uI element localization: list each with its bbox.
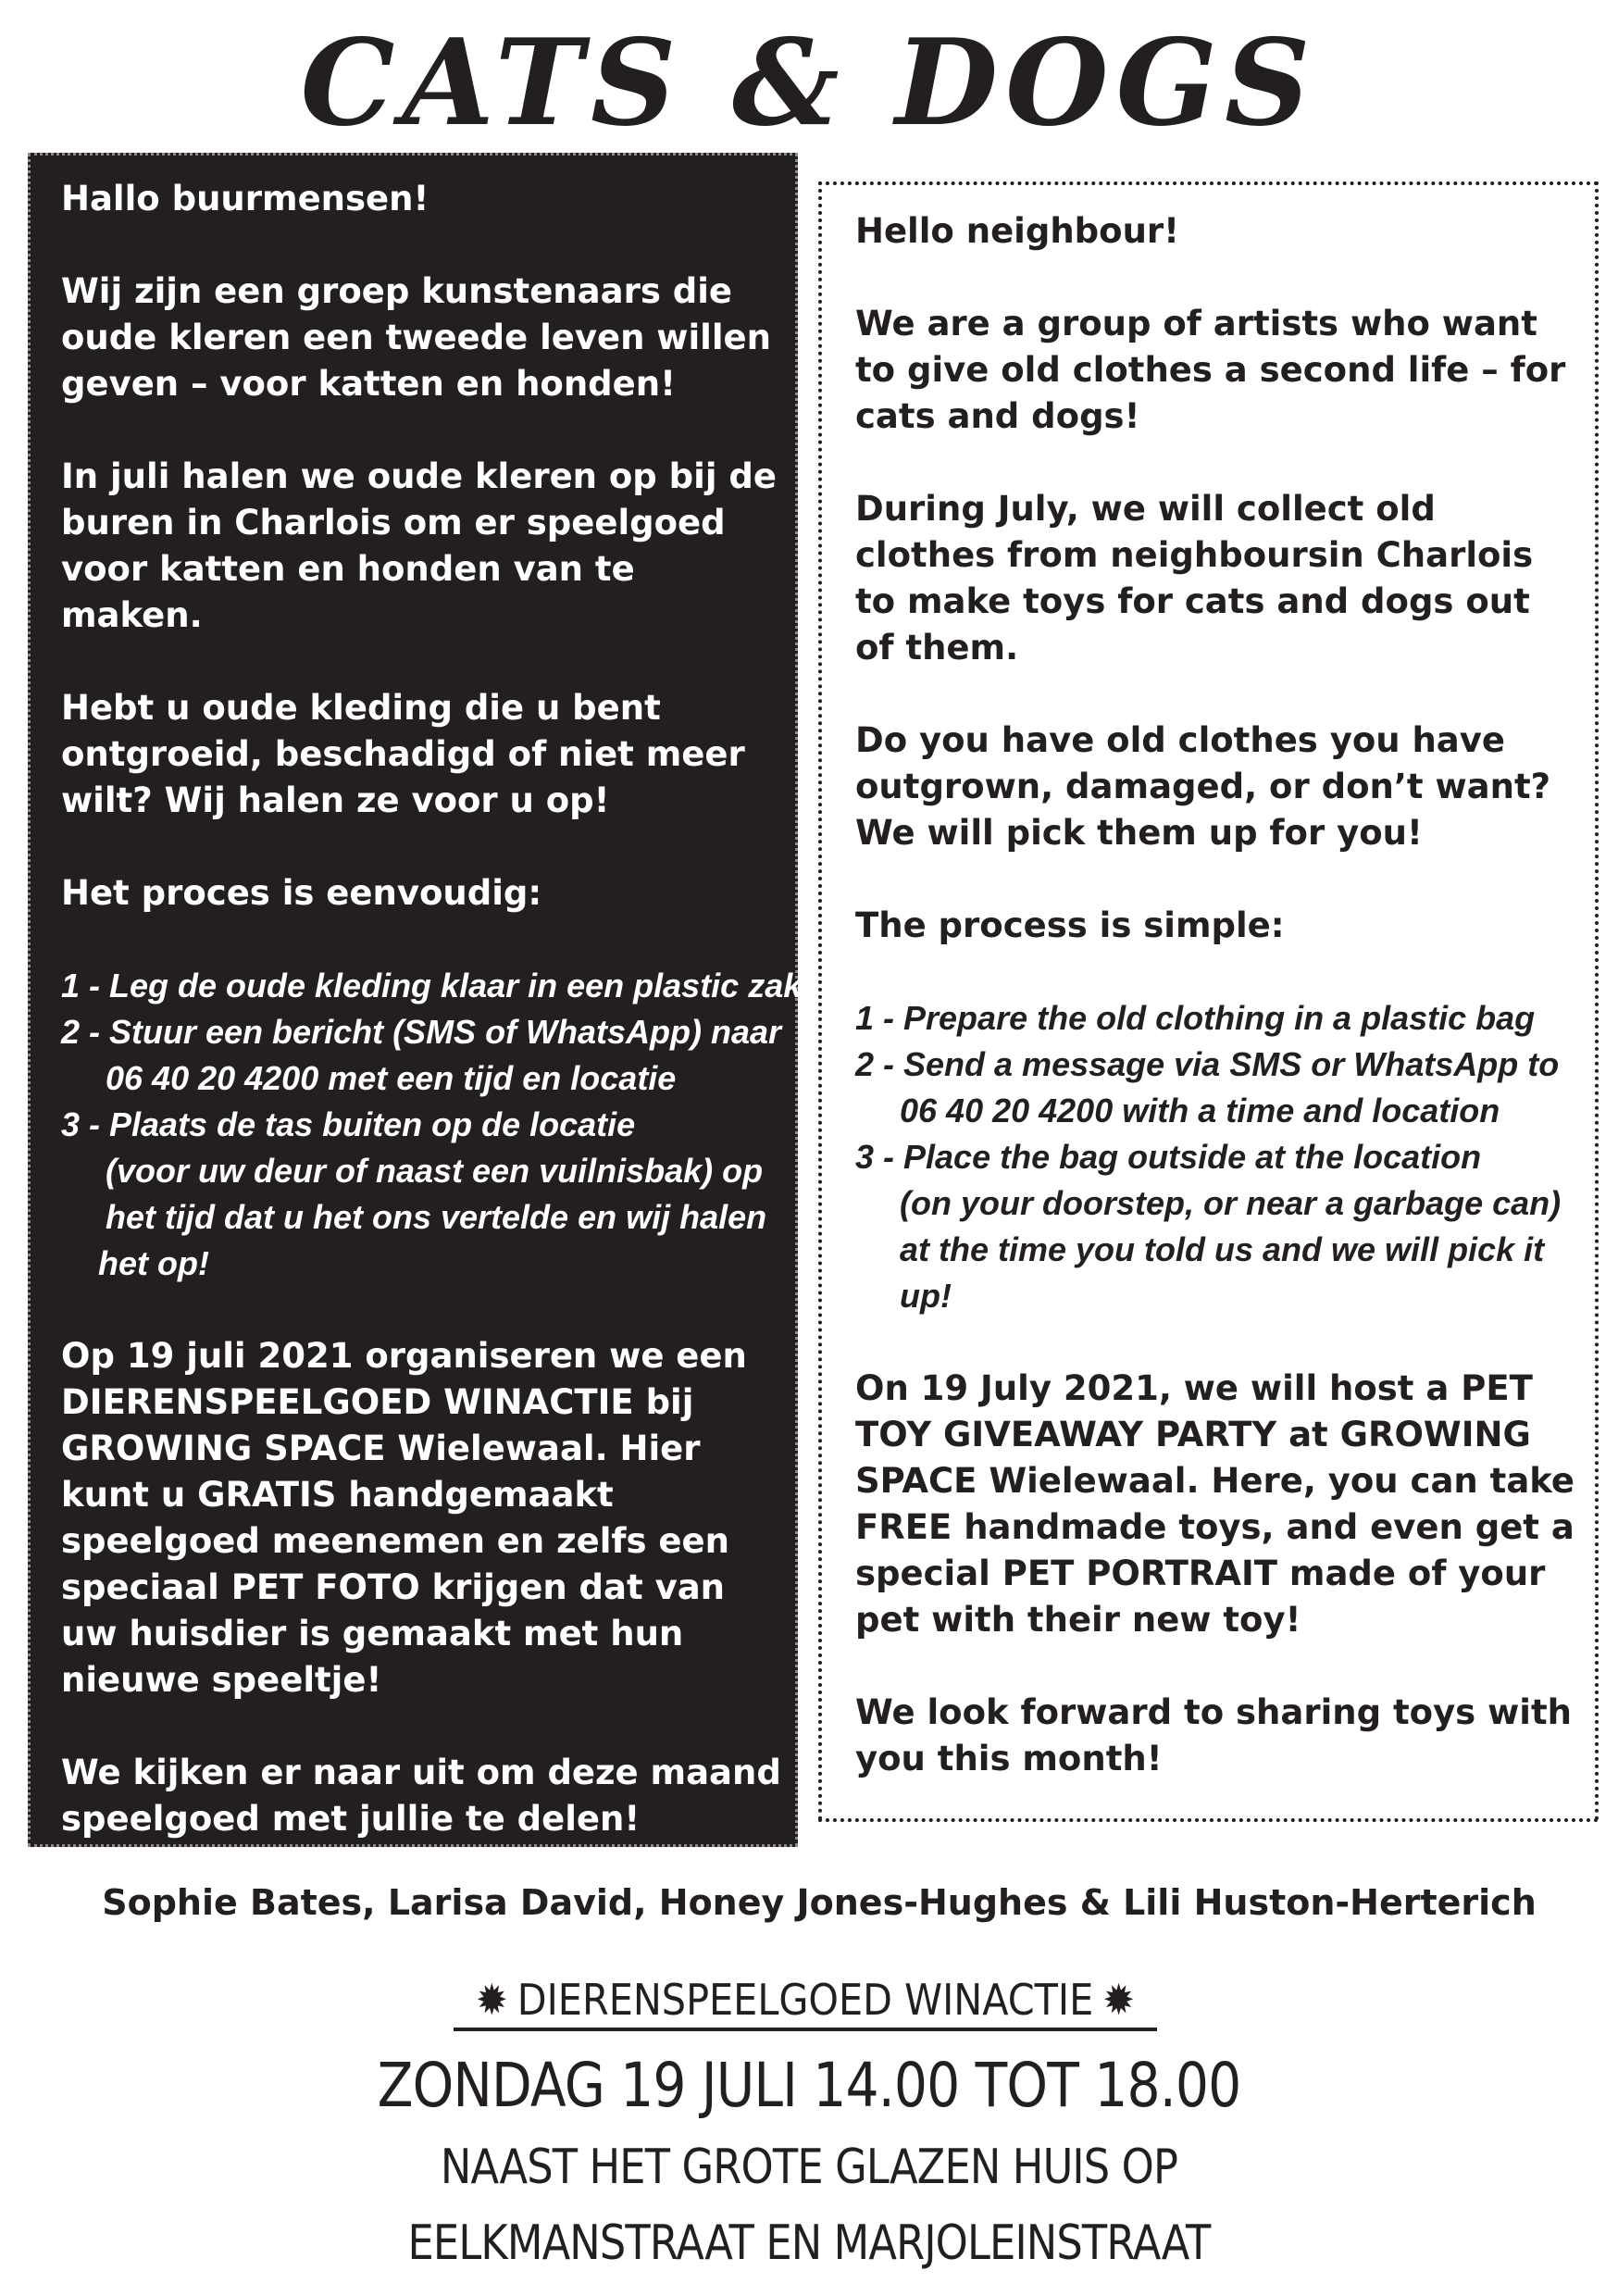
dutch-greeting: Hallo buurmensen!	[61, 179, 429, 218]
english-step-3-cont-1: (on your doorstep, or near a garbage can)	[900, 1184, 1562, 1222]
english-step-2-cont: 06 40 20 4200 with a time and location	[900, 1092, 1500, 1129]
dutch-question: Hebt u oude kleding die u bent ontgroeid, beschadigd of niet meer wilt? Wij halen ze voor u op!	[61, 688, 745, 820]
event-heading	[454, 1972, 1157, 2031]
dutch-process-heading: Het proces is eenvoudig:	[61, 873, 542, 913]
event-location	[113, 2129, 1504, 2281]
dutch-text	[61, 176, 803, 1889]
english-steps	[855, 995, 1577, 1319]
event-heading-text: DIERENSPEELGOED WINACTIE	[517, 1975, 1094, 2025]
english-question: Do you have old clothes you have outgrown, damaged, or don’t want? We will pick them up for you!	[855, 720, 1551, 853]
english-intro: We are a group of artists who want to give old clothes a second life – for cats and dogs!	[855, 304, 1566, 436]
sunburst-icon: ✹	[1102, 1975, 1135, 2025]
dutch-step-2: 2 - Stuur een bericht (SMS of WhatsApp) naar	[61, 1013, 782, 1051]
dutch-intro: Wij zijn een groep kunstenaars die oude kleren een tweede leven willen geven – voor katten en honden!	[61, 271, 771, 404]
event-location-line-1: NAAST HET GROTE GLAZEN HUIS OP	[440, 2140, 1178, 2195]
dutch-event: Op 19 juli 2021 organiseren we een DIERENSPEELGOED WINACTIE bij GROWING SPACE Wielewaal. Hier kunt u GRATIS handgemaakt speelgoed meenemen en zelfs een speciaal PET FOTO krijgen dat van uw huisdier is gemaakt met hun nieuwe speeltje!	[61, 1336, 747, 1700]
english-greeting: Hello neighbour!	[855, 211, 1180, 251]
dutch-step-2-cont: 06 40 20 4200 met een tijd en locatie	[106, 1059, 677, 1097]
english-event: On 19 July 2021, we will host a PET TOY GIVEAWAY PARTY at GROWING SPACE Wielewaal. Here, you can take FREE handmade toys, and even get a special PET PORTRAIT made of your pet with their new toy!	[855, 1368, 1574, 1640]
sunburst-icon: ✹	[476, 1975, 508, 2025]
event-location-line-2: EELKMANSTRAAT EN MARJOLEINSTRAAT	[407, 2215, 1211, 2271]
event-date: ZONDAG 19 JULI 14.00 TOT 18.00	[377, 2050, 1241, 2121]
english-step-1: 1 - Prepare the old clothing in a plastic bag	[855, 999, 1536, 1037]
authors-line: Sophie Bates, Larisa David, Honey Jones-Hughes & Lili Huston-Herterich	[102, 1882, 1537, 1923]
english-step-3: 3 - Place the bag outside at the location	[855, 1138, 1482, 1176]
english-step-3-cont-2: at the time you told us and we will pick it	[900, 1230, 1545, 1268]
dutch-steps	[61, 963, 803, 1287]
english-step-2: 2 - Send a message via SMS or WhatsApp to	[855, 1045, 1560, 1083]
dutch-step-3: 3 - Plaats de tas buiten op de locatie	[61, 1105, 636, 1143]
dutch-closing: We kijken er naar uit om deze maand speelgoed met jullie te delen!	[61, 1753, 781, 1839]
dutch-step-3-cont-3: het op!	[98, 1244, 209, 1282]
dutch-step-1: 1 - Leg de oude kleding klaar in een plastic zak	[61, 967, 803, 1004]
dutch-step-3-cont-2: het tijd dat u het ons vertelde en wij halen	[106, 1198, 767, 1236]
poster-title: CATS & DOGS	[300, 14, 1318, 153]
dutch-july: In juli halen we oude kleren op bij de buren in Charlois om er speelgoed voor katten en honden van te maken.	[61, 456, 777, 635]
english-step-3-cont-3: up!	[900, 1277, 952, 1315]
english-closing: We look forward to sharing toys with you this month!	[855, 1692, 1572, 1778]
english-process-heading: The process is simple:	[855, 905, 1285, 945]
dutch-step-3-cont-1: (voor uw deur of naast een vuilnisbak) op	[106, 1152, 764, 1190]
english-july: During July, we will collect old clothes from neighboursin Charlois to make toys for cats and dogs out of them.	[855, 489, 1534, 668]
english-text	[855, 208, 1577, 1828]
